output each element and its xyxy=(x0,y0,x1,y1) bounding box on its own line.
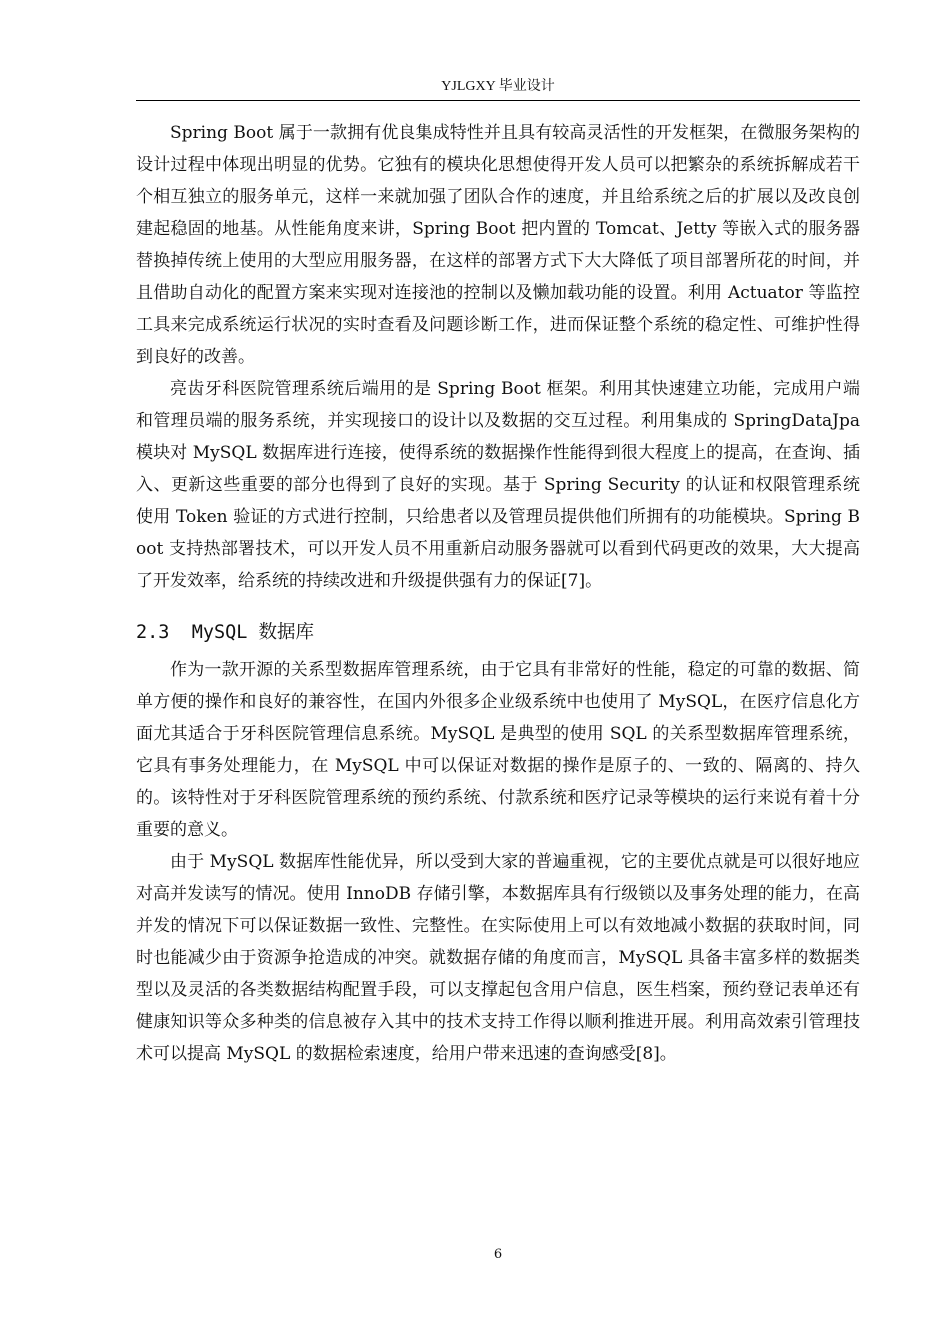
body-paragraph: 亮齿牙科医院管理系统后端用的是 Spring Boot 框架。利用其快速建立功能，完成用户端和管理员端的服务系统，并实现接口的设计以及数据的交互过程。利用集成的 SpringDataJpa 模块对 MySQL 数据库进行连接，使得系统的数据操作性能得到很大程度上的提高，在查询、插入、更新这些重要的部分也得到了良好的实现。基于 Spring Security 的认证和权限管理系统使用 Token 验证的方式进行控制，只给患者以及管理员提供他们所拥有的功能模块。Spring Boot 支持热部署技术，可以开发人员不用重新启动服务器就可以看到代码更改的效果，大大提高了开发效率，给系统的持续改进和升级提供强有力的保证[7]。 xyxy=(136,379,860,591)
header-divider xyxy=(136,100,860,101)
section-number: 2.3 xyxy=(136,622,170,643)
section-title: MySQL 数据库 xyxy=(191,622,315,643)
page-body xyxy=(136,117,860,1070)
page-header-title: YJLGXY 毕业设计 xyxy=(441,79,555,94)
section-heading xyxy=(136,617,860,649)
body-paragraph: 由于 MySQL 数据库性能优异，所以受到大家的普遍重视，它的主要优点就是可以很好地应对高并发读写的情况。使用 InnoDB 存储引擎，本数据库具有行级锁以及事务处理的能力，在高并发的情况下可以保证数据一致性、完整性。在实际使用上可以有效地减小数据的获取时间，同时也能减少由于资源争抢造成的冲突。就数据存储的角度而言，MySQL 具备丰富多样的数据类型以及灵活的各类数据结构配置手段，可以支撑起包含用户信息，医生档案，预约登记表单还有健康知识等众多种类的信息被存入其中的技术支持工作得以顺利推进开展。利用高效索引管理技术可以提高 MySQL 的数据检索速度，给用户带来迅速的查询感受[8]。 xyxy=(136,852,860,1064)
body-paragraph: Spring Boot 属于一款拥有优良集成特性并且具有较高灵活性的开发框架，在微服务架构的设计过程中体现出明显的优势。它独有的模块化思想使得开发人员可以把繁杂的系统拆解成若干个相互独立的服务单元，这样一来就加强了团队合作的速度，并且给系统之后的扩展以及改良创建起稳固的地基。从性能角度来讲，Spring Boot 把内置的 Tomcat、Jetty 等嵌入式的服务器替换掉传统上使用的大型应用服务器，在这样的部署方式下大大降低了项目部署所花的时间，并且借助自动化的配置方案来实现对连接池的控制以及懒加载功能的设置。利用 Actuator 等监控工具来完成系统运行状况的实时查看及问题诊断工作，进而保证整个系统的稳定性、可维护性得到良好的改善。 xyxy=(136,123,860,367)
body-paragraph: 作为一款开源的关系型数据库管理系统，由于它具有非常好的性能，稳定的可靠的数据、简单方便的操作和良好的兼容性，在国内外很多企业级系统中也使用了 MySQL，在医疗信息化方面尤其适合于牙科医院管理信息系统。MySQL 是典型的使用 SQL 的关系型数据库管理系统，它具有事务处理能力，在 MySQL 中可以保证对数据的操作是原子的、一致的、隔离的、持久的。该特性对于牙科医院管理系统的预约系统、付款系统和医疗记录等模块的运行来说有着十分重要的意义。 xyxy=(136,660,860,840)
page-number: 6 xyxy=(493,1247,503,1262)
